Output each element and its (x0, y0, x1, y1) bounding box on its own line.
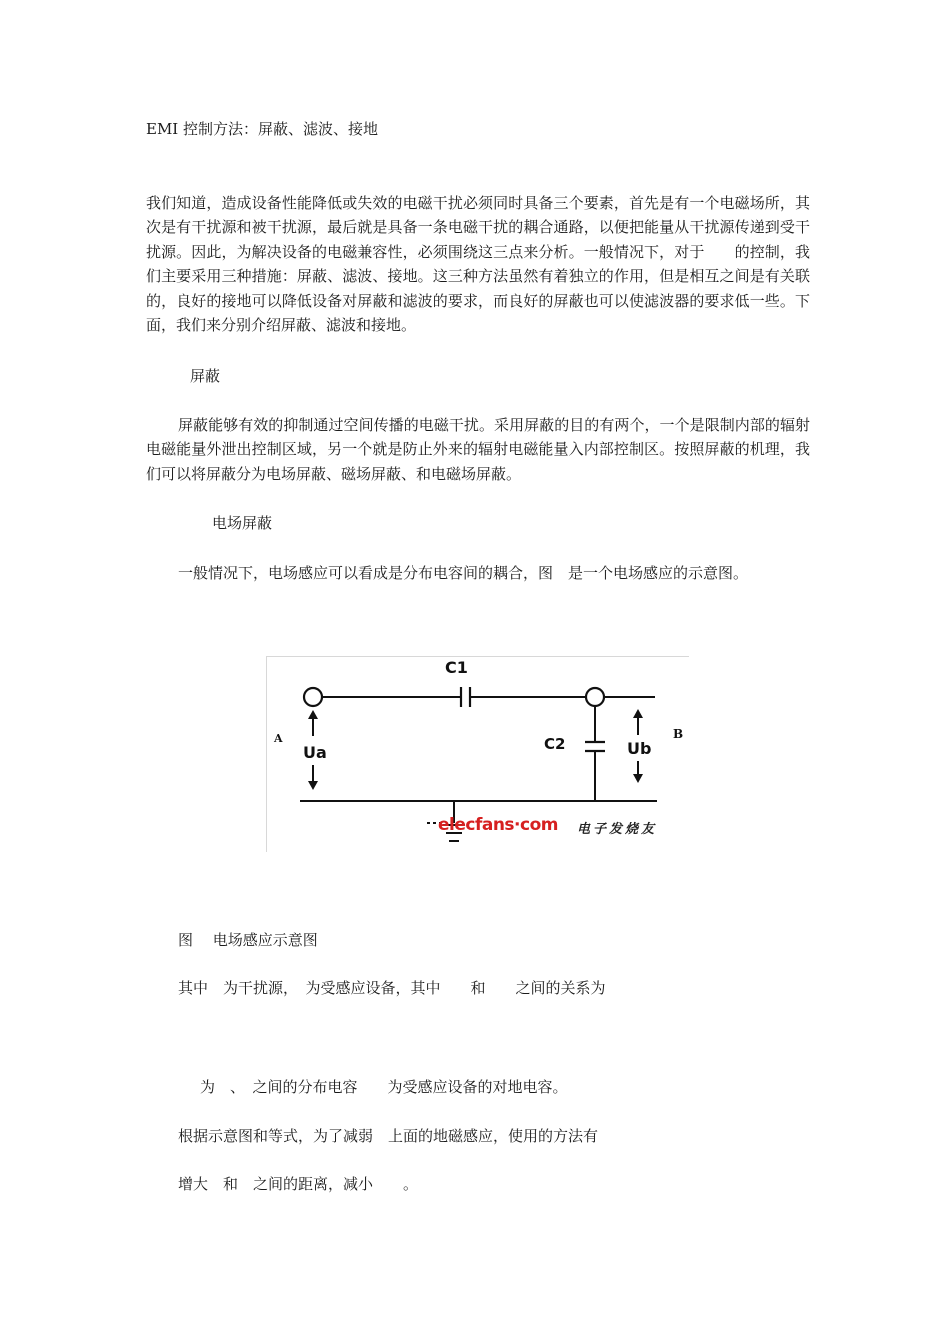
capacitance-line: 为 、 之间的分布电容 为受感应设备的对地电容。 (200, 1078, 568, 1096)
intro-paragraph: 我们知道，造成设备性能降低或失效的电磁干扰必须同时具备三个要素，首先是有一个电磁场所，其次是有干扰源和被干扰源，最后就是具备一条电磁干扰的耦合通路，以便把能量从干扰源传递到受干扰源。因此，为解决设备的电磁兼容性，必须围绕这三点来分析。一般情况下，对于 的控制，我们主要采用三种措施：屏蔽、滤波、接地。这三种方法虽然有着独立的作用，但是相互之间是有关联的，良好的接地可以降低设备对屏蔽和滤波的要求，而良好的屏蔽也可以使滤波器的要求低一些。下面，我们来分别介绍屏蔽、滤波和接地。 (146, 194, 810, 335)
increase-line: 增大 和 之间的距离，减小 。 (178, 1175, 419, 1193)
figure-caption: 图 电场感应示意图 (178, 931, 318, 949)
ub-arrow-up-head (633, 709, 643, 718)
document-title: EMI 控制方法：屏蔽、滤波、接地 (146, 120, 379, 138)
heading-shield: 屏蔽 (190, 367, 221, 385)
voltage-ua-label: Ua (303, 743, 327, 762)
ub-arrow-down-head (633, 774, 643, 783)
ua-arrow-up-head (308, 710, 318, 719)
ua-arrow-down-head (308, 781, 318, 790)
capacitor-c1-label: C1 (445, 658, 468, 677)
method-line: 根据示意图和等式，为了减弱 上面的地磁感应，使用的方法有 (178, 1127, 599, 1145)
terminal-a-circle (304, 688, 322, 706)
watermark-elecfans: elecfans·com (438, 815, 558, 835)
terminal-a-label: A (274, 732, 283, 745)
terminal-b-circle (586, 688, 604, 706)
electric-field-induction-figure (266, 656, 689, 852)
capacitor-c2-label: C2 (544, 735, 566, 753)
where-line: 其中 为干扰源， 为受感应设备，其中 和 之间的关系为 (178, 979, 606, 997)
voltage-ub-label: Ub (627, 739, 652, 758)
watermark-chinese: 电子发烧友 (577, 822, 658, 837)
electric-field-intro: 一般情况下，电场感应可以看成是分布电容间的耦合，图 是一个电场感应的示意图。 (178, 564, 749, 582)
terminal-b-label: B (673, 727, 684, 741)
heading-electric-field-shield: 电场屏蔽 (212, 514, 273, 532)
shield-paragraph: 屏蔽能够有效的抑制通过空间传播的电磁干扰。采用屏蔽的目的有两个，一个是限制内部的辐射电磁能量外泄出控制区域，另一个就是防止外来的辐射电磁能量入内部控制区。按照屏蔽的机理，我们可以将屏蔽分为电场屏蔽、磁场屏蔽、和电磁场屏蔽。 (146, 416, 810, 483)
